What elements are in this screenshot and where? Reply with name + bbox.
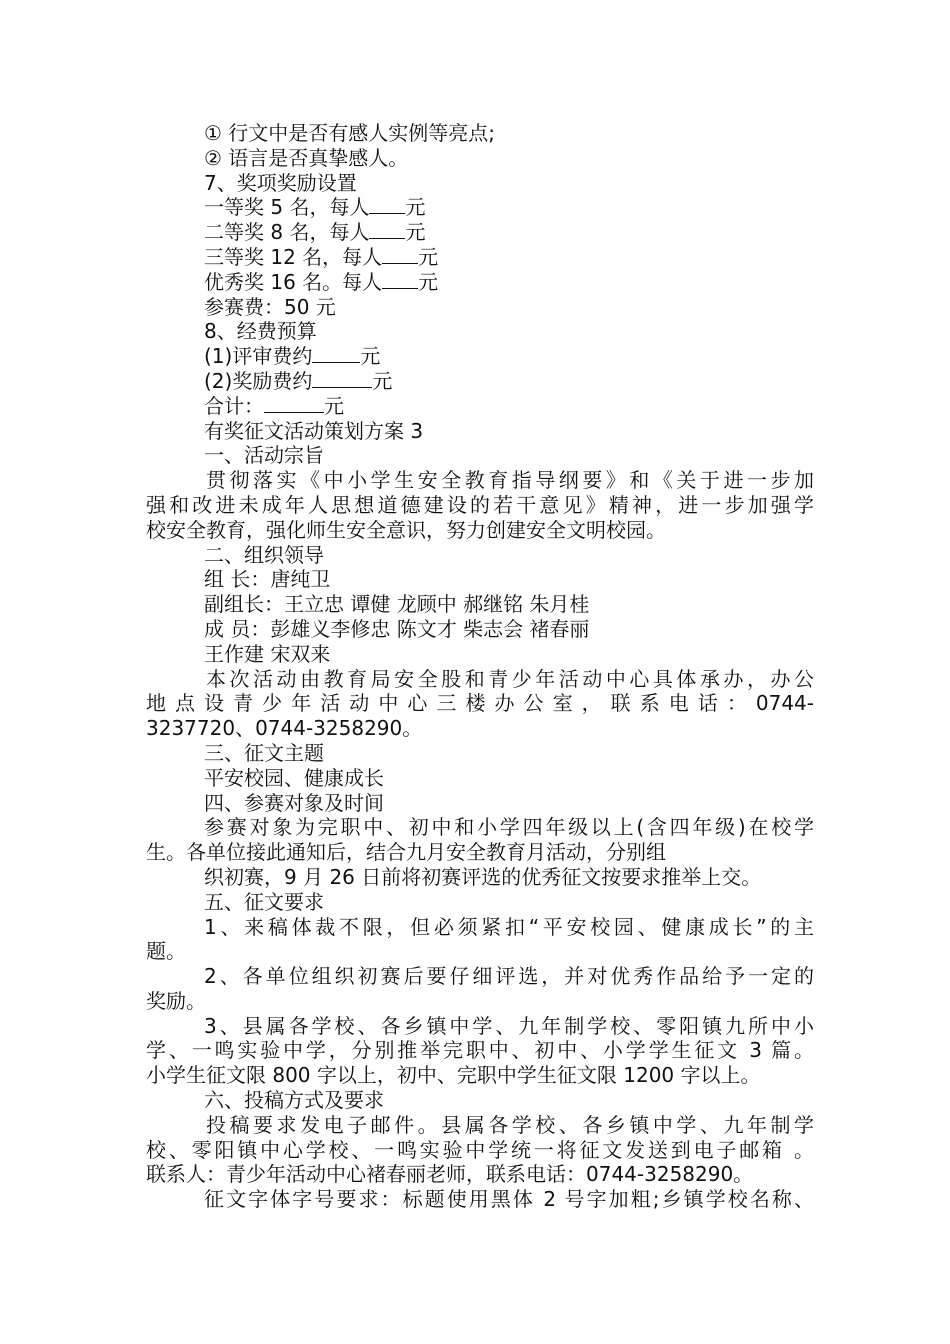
line-text: 校安全教育，强化师生安全意识，努力创建安全文明校园。 xyxy=(146,517,666,542)
text-line xyxy=(146,989,814,1014)
line-text: 生。各单位接此通知后，结合九月安全教育月活动，分别组 xyxy=(146,840,666,865)
text-line xyxy=(146,617,814,642)
line-suffix: 元 xyxy=(418,269,439,294)
line-text: 奖励。 xyxy=(146,988,206,1013)
line-suffix: 元 xyxy=(360,344,381,369)
text-line xyxy=(146,939,814,964)
text-line xyxy=(146,543,814,568)
text-line xyxy=(146,766,814,791)
line-text: 小学生征文限 800 字以上，初中、完职中学生征文限 1200 字以上。 xyxy=(146,1063,761,1088)
line-suffix: 元 xyxy=(324,393,344,418)
line-text: 有奖征文活动策划方案 3 xyxy=(204,418,424,443)
text-line xyxy=(146,840,814,865)
text-line xyxy=(146,1088,814,1113)
text-line xyxy=(146,146,814,171)
line-text: 优秀奖 16 名。每人 xyxy=(204,269,383,294)
text-line xyxy=(146,1038,814,1063)
text-line xyxy=(146,121,814,146)
line-text: 平安校园、健康成长 xyxy=(204,765,384,790)
text-line xyxy=(146,716,814,741)
fill-in-blank xyxy=(369,195,405,214)
line-text: 合计： xyxy=(204,393,264,418)
text-line xyxy=(146,741,814,766)
line-text: 二等奖 8 名，每人 xyxy=(204,220,370,245)
text-line xyxy=(146,443,814,468)
text-line xyxy=(146,468,814,493)
line-text: 学、一鸣实验中学，分别推举完职中、初中、小学学生征文 3 篇。 xyxy=(146,1038,814,1063)
text-line xyxy=(146,369,814,394)
text-line xyxy=(146,295,814,320)
line-text: 王作建 宋双来 xyxy=(204,641,331,666)
line-text: 征文字体字号要求：标题使用黑体 2 号字加粗;乡镇学校名称、 xyxy=(204,1187,814,1212)
line-text: 联系人：青少年活动中心褚春丽老师，联系电话：0744-3258290。 xyxy=(146,1162,754,1187)
line-text: 7、奖项奖励设置 xyxy=(204,170,357,195)
fill-in-blank xyxy=(369,220,405,239)
line-text: ② 语言是否真挚感人。 xyxy=(204,145,409,170)
line-text: 四、参赛对象及时间 xyxy=(204,790,384,815)
line-text: 8、经费预算 xyxy=(204,319,317,344)
line-text: 三、征文主题 xyxy=(204,740,324,765)
line-text: ① 行文中是否有感人实例等亮点; xyxy=(204,121,496,145)
line-text: 贯彻落实《中小学生安全教育指导纲要》和《关于进一步加 xyxy=(206,468,814,493)
text-line xyxy=(146,195,814,220)
text-line xyxy=(146,493,814,518)
line-text: 投稿要求发电子邮件。县属各学校、各乡镇中学、九年制学 xyxy=(206,1112,814,1137)
text-line xyxy=(146,245,814,270)
line-text: 一等奖 5 名，每人 xyxy=(204,195,370,220)
line-text: 五、征文要求 xyxy=(204,889,324,914)
line-text: 1、来稿体裁不限，但必须紧扣“平安校园、健康成长”的主 xyxy=(204,914,814,939)
text-line xyxy=(146,319,814,344)
line-text: 六、投稿方式及要求 xyxy=(204,1088,384,1113)
fill-in-blank xyxy=(382,270,418,289)
text-line xyxy=(146,642,814,667)
text-line xyxy=(146,518,814,543)
text-line xyxy=(146,667,814,692)
line-text: 组 长：唐纯卫 xyxy=(204,567,331,592)
text-line xyxy=(146,964,814,989)
line-text: 三等奖 12 名，每人 xyxy=(204,244,383,269)
line-suffix: 元 xyxy=(372,368,393,393)
fill-in-blank xyxy=(382,245,418,264)
line-suffix: 元 xyxy=(405,220,426,245)
line-text: 成 员：彭雄义李修忠 陈文才 柴志会 褚春丽 xyxy=(204,616,590,641)
line-text: 强和改进未成年人思想道德建设的若干意见》精神，进一步加强学 xyxy=(146,492,814,517)
text-line xyxy=(146,691,814,716)
line-text: 二、组织领导 xyxy=(204,542,324,567)
line-suffix: 元 xyxy=(405,195,426,220)
line-text: 副组长：王立忠 谭健 龙顾中 郝继铭 朱月桂 xyxy=(204,592,590,617)
line-text: 2、各单位组织初赛后要仔细评选，并对优秀作品给予一定的 xyxy=(204,964,814,989)
fill-in-blank xyxy=(264,394,324,413)
text-line xyxy=(146,865,814,890)
fill-in-blank xyxy=(312,344,360,363)
document-page xyxy=(146,121,814,1212)
text-line xyxy=(146,1162,814,1187)
text-line xyxy=(146,394,814,419)
line-text: 3、县属各学校、各乡镇中学、九年制学校、零阳镇九所中小 xyxy=(204,1013,814,1038)
text-line xyxy=(146,171,814,196)
text-line xyxy=(146,815,814,840)
line-text: (1)评审费约 xyxy=(204,344,313,369)
text-line xyxy=(146,791,814,816)
text-line xyxy=(146,1113,814,1138)
line-text: 参赛对象为完职中、初中和小学四年级以上(含四年级)在校学 xyxy=(204,815,814,840)
line-text: 3237720、0744-3258290。 xyxy=(146,716,423,741)
line-text: (2)奖励费约 xyxy=(204,368,313,393)
text-line xyxy=(146,1138,814,1163)
line-text: 参赛费：50 元 xyxy=(204,294,336,319)
fill-in-blank xyxy=(312,369,372,388)
line-text: 校、零阳镇中心学校、一鸣实验中学统一将征文发送到电子邮箱 。 xyxy=(146,1137,814,1162)
text-line xyxy=(146,1187,814,1212)
line-text: 一、活动宗旨 xyxy=(204,443,324,468)
text-line xyxy=(146,419,814,444)
line-text: 地 点 设 青 少 年 活 动 中 心 三 楼 办 公 室 ， 联 系 电 话 ： 0744- xyxy=(146,691,814,716)
text-line xyxy=(146,567,814,592)
text-line xyxy=(146,1014,814,1039)
text-line xyxy=(146,220,814,245)
text-line xyxy=(146,915,814,940)
line-text: 题。 xyxy=(146,939,186,964)
line-text: 织初赛，9 月 26 日前将初赛评选的优秀征文按要求推举上交。 xyxy=(204,864,762,889)
text-line xyxy=(146,270,814,295)
line-text: 本次活动由教育局安全股和青少年活动中心具体承办，办公 xyxy=(206,666,814,691)
text-line xyxy=(146,592,814,617)
text-line xyxy=(146,890,814,915)
text-line xyxy=(146,344,814,369)
line-suffix: 元 xyxy=(418,244,439,269)
text-line xyxy=(146,1063,814,1088)
